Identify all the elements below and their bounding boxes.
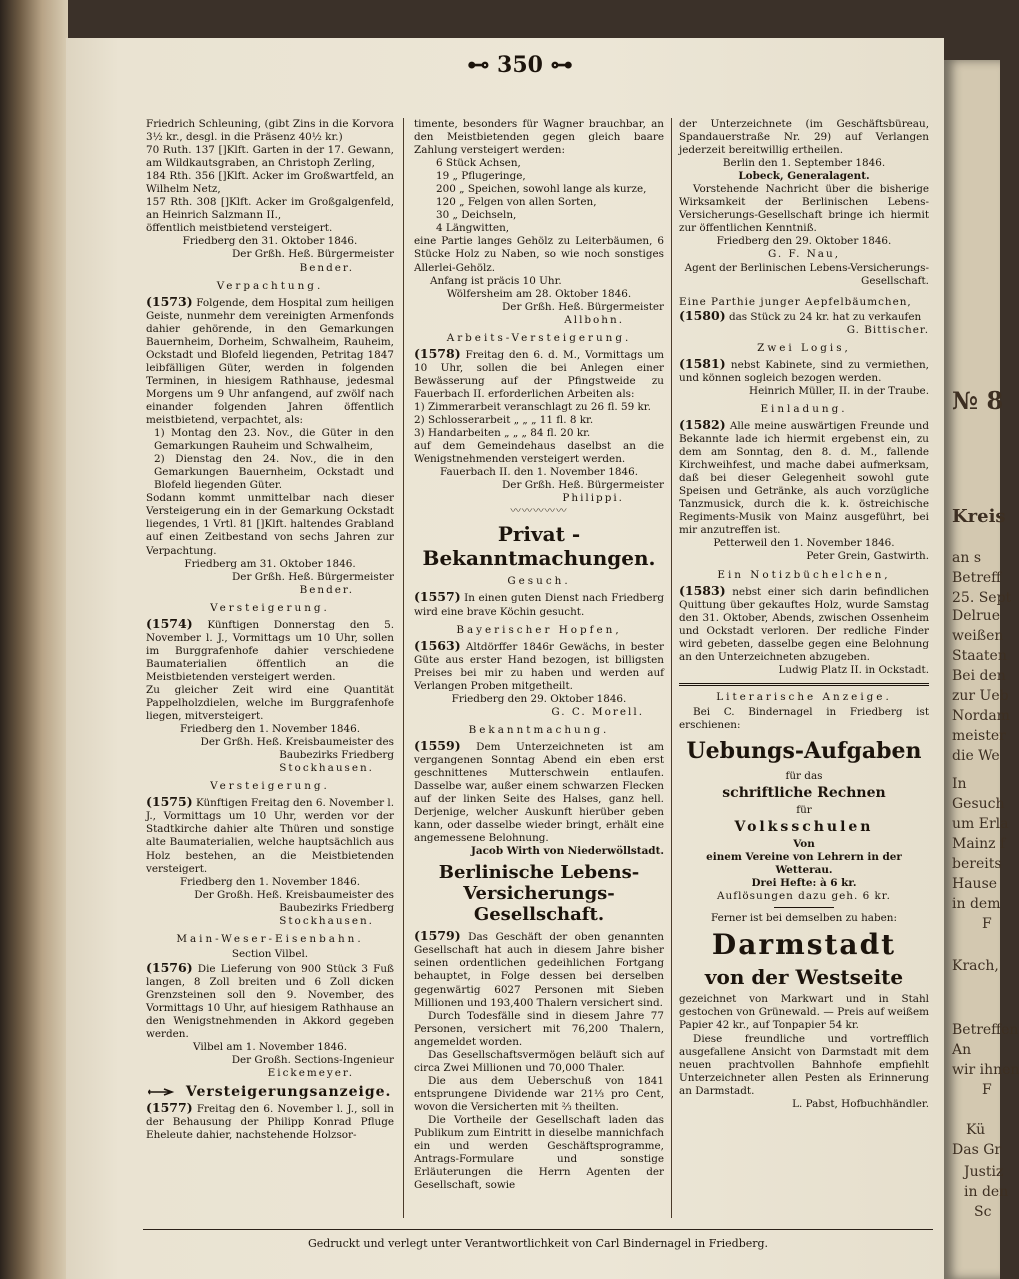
list-item: 6 Stück Achsen,: [436, 157, 521, 170]
ornament-icon: ⊶: [542, 52, 573, 78]
signature-name: Stockhausen.: [279, 762, 374, 775]
notice-body: Alle meine auswärtigen Freunde und Bekannte lade ich hiermit ergebenst ein, zu dem am Sonntag, den 8. d. M., fallende Kirchweihfest, und mache dabei aufmerksam, daß bei dieser Gelegenheit sowohl gute Speisen und Getränke, als auch vorzügliche Tanzmusick, durch die k. k. östreichische Regiments-Musik von Mainz ausgeführt, bei mir anzutreffen ist.: [679, 419, 929, 537]
notice-body: Freitag den 6. November l. J., soll in der Behausung der Philipp Konrad Pfluge Eheleute dahier, nachstehende Holzsor-: [146, 1103, 394, 1142]
notice-number: (1576): [146, 959, 193, 975]
text-line: öffentlich meistbietend versteigert.: [146, 222, 333, 235]
next-page-fragment: Hause: [952, 876, 998, 892]
book-title: Uebungs-Aufgaben: [686, 738, 922, 765]
notice-number: (1573): [146, 293, 193, 309]
next-page-fragment: an s: [952, 550, 981, 566]
private-announcements-heading: Privat - Bekanntmachungen.: [422, 522, 656, 571]
text-line: Ferner ist bei demselben zu haben:: [710, 912, 898, 925]
notice-number: (1559): [414, 737, 461, 753]
date-line: Friedberg den 29. Oktober 1846.: [716, 235, 892, 248]
signature-line: Der Großh. Sections-Ingenieur: [231, 1054, 394, 1067]
date-line: Friedberg am 31. Oktober 1846.: [184, 557, 356, 570]
next-page-fragment: Gesuch: [952, 796, 1005, 812]
section-heading: Main-Weser-Eisenbahn.: [176, 932, 364, 945]
notice-1575: [146, 795, 394, 875]
page-number: [450, 52, 590, 78]
signature-name: Lobeck, Generalagent.: [738, 170, 870, 183]
section-heading: Ein Notizbüchelchen,: [717, 568, 891, 581]
text-line: timente, besonders für Wagner brauchbar, an den Meistbietenden gegen gleich baare Zahlung versteigert werden:: [414, 118, 664, 157]
list-item: 3) Handarbeiten „ „ „ 84 fl. 20 kr.: [414, 427, 591, 440]
signature-line: Der Grßh. Heß. Bürgermeister: [231, 570, 394, 583]
notice-number: (1557): [414, 589, 461, 605]
notice-1573: [146, 295, 394, 427]
section-heading: Verpachtung.: [216, 279, 324, 292]
notice-number: (1575): [146, 794, 193, 810]
text-line: Vorstehende Nachricht über die bisherige Wirksamkeit der Berlinischen Lebens-Versicherungs-Gesellschaft bringe ich hiermit zur öffentlichen Kenntniß.: [679, 183, 929, 235]
date-line: Petterweil den 1. November 1846.: [713, 537, 895, 550]
next-page-fragment: Kü: [966, 1122, 986, 1138]
text-line: auf dem Gemeindehaus daselbst an die Wenigstnehmenden versteigert werden.: [414, 440, 664, 466]
notice-body: Die Lieferung von 900 Stück 3 Fuß langen, 8 Zoll breiten und 6 Zoll dicken Grenzsteinen soll den 9. November, des Vormittags 10 Uhr, auf hiesigem Rathhause an den Wenigstnehmenden in Akkord gegeben werden.: [146, 962, 394, 1041]
notice-number: (1579): [414, 928, 461, 944]
text-line: Zu gleicher Zeit wird eine Quantität Pappelholzdielen, welche im Burggrafenhofe liegen, mitversteigert.: [146, 683, 394, 723]
text-line: 70 Ruth. 137 []Klft. Garten in der 17. Gewann, am Wildkautsgraben, an Christoph Zerling,: [146, 144, 394, 170]
notice-number: (1578): [414, 345, 461, 361]
text-line: 184 Rth. 356 []Klft. Acker im Großwartfeld, an Wilhelm Netz,: [146, 170, 394, 196]
signature-line: Der Grßh. Heß. Bürgermeister: [501, 479, 664, 492]
next-page-fragment: F: [982, 1082, 992, 1098]
book-subtitle: Volksschulen: [734, 819, 874, 836]
book-price: Drei Hefte: à 6 kr.: [751, 877, 857, 890]
next-page-fragment: Mainz f: [952, 836, 1006, 852]
list-item: 1) Montag den 23. Nov., die Güter in den Gemarkungen Rauheim und Schwalheim,: [154, 427, 394, 453]
notice-body: Dem Unterzeichneten ist am vergangenen Sonntag Abend ein eben erst geschnittenes Mutterschwein entlaufen. Dasselbe war, außer einem schwarzen Flecken auf der linken Seite des Halses, ganz hell. Derjenige, welcher Auskunft hierüber geben kann, oder dasselbe wieder bringt, erhält eine angemessene Belohnung.: [414, 740, 664, 845]
text-line: Friedrich Schleuning, (gibt Zins in die Korvora 3½ kr., desgl. in die Präsenz 40½ kr.): [146, 118, 394, 144]
print-title: Darmstadt: [711, 928, 897, 962]
list-item: 4 Längwitten,: [436, 222, 510, 235]
section-heading: Gesuch.: [507, 575, 571, 588]
signature-line: Agent der Berlinischen Lebens-Versicherungs-Gesellschaft.: [684, 261, 929, 287]
notice-body: Künftigen Donnerstag den 5. November l. J., Vormittags um 10 Uhr, sollen im Burggrafenhofe dahier verschiedene Baumaterialien öffentlich an die Meistbietenden versteigert werden.: [146, 618, 394, 683]
text-line: für: [796, 804, 812, 817]
book-subtitle: schriftliche Rechnen: [722, 785, 886, 802]
list-item: 19 „ Pflugeringe,: [436, 170, 526, 183]
signature-line: Der Grßh. Heß. Kreisbaumeister des Baubezirks Friedberg: [200, 736, 394, 762]
notice-number: (1563): [414, 637, 461, 653]
notice-1579: [414, 929, 664, 1009]
next-page-fragment: in den: [964, 1184, 1009, 1200]
next-page-fragment: um Erla: [952, 816, 1009, 832]
date-line: Friedberg den 31. Oktober 1846.: [182, 235, 358, 248]
signature-line: Der Grßh. Heß. Bürgermeister: [501, 300, 664, 313]
next-page-edge: [944, 60, 1019, 1279]
pointing-hand-icon: [146, 1087, 180, 1097]
section-heading: Zwei Logis,: [757, 341, 851, 354]
notice-number: (1583): [679, 582, 726, 598]
next-page-fragment: Betreff: [952, 570, 1002, 586]
next-page-fragment: Justiz: [964, 1164, 1004, 1180]
notice-1581: [679, 357, 929, 385]
ornament-divider-icon: 〰〰〰〰〰: [510, 505, 568, 518]
text-line: für das: [785, 770, 823, 783]
signature-name: Allbohn.: [564, 313, 624, 326]
section-heading: Bayerischer Hopfen,: [456, 623, 622, 636]
next-page-fragment: 25. Sept: [952, 590, 1012, 606]
notice-number: (1582): [679, 416, 726, 432]
sub-heading: Section Vilbel.: [231, 947, 309, 960]
text-line: Die aus dem Ueberschuß von 1841 entsprungene Dividende war 21⅓ pro Cent, wovon die Versicherten mit ⅔ theilten.: [414, 1074, 664, 1113]
notice-body: nebst einer sich darin befindlichen Quittung über gekauftes Holz, wurde Samstag den 31. Oktober, Abends, zwischen Ossenheim und Ockstadt verloren. Der redliche Finder wird gebeten, dasselbe gegen eine Belohnung an den Unterzeichneten abzugeben.: [679, 585, 929, 663]
date-line: Friedberg den 29. Oktober 1846.: [451, 692, 627, 705]
section-heading: Literarische Anzeige.: [716, 690, 892, 703]
list-item: 1) Zimmerarbeit veranschlagt zu 26 fl. 59 kr.: [414, 400, 651, 413]
notice-body: Altdörffer 1846r Gewächs, in bester Güte aus erster Hand bezogen, ist billigsten Preises bei mir zu haben und werden auf Verlangen Proben mitgetheilt.: [414, 640, 664, 692]
section-heading-with-hand: Versteigerungsanzeige.: [146, 1086, 394, 1099]
column-2: [414, 118, 664, 1192]
next-page-fragment: zur Ueb: [952, 688, 1009, 704]
double-rule-divider: [679, 683, 929, 686]
next-page-fragment: In: [952, 776, 967, 792]
notice-1563: [414, 639, 664, 693]
text-line: Das Gesellschaftsvermögen beläuft sich auf circa Zwei Millionen und 70,000 Thaler.: [414, 1048, 664, 1074]
notice-number: (1581): [679, 355, 726, 371]
signature-name: G. C. Morell.: [551, 705, 644, 718]
notice-1583: [679, 584, 929, 664]
signature-line: Der Großh. Heß. Kreisbaumeister des Baubezirks Friedberg: [194, 888, 394, 914]
notice-body: das Stück zu 24 kr. hat zu verkaufen: [728, 310, 922, 323]
date-line: Berlin den 1. September 1846.: [722, 157, 886, 170]
text-line: Diese freundliche und vortrefflich ausgefallene Ansicht von Darmstadt mit dem neuen prachtvollen Bahnhofe empfiehlt Unterzeichneter allen Pesten als Erinnerung an Darmstadt.: [679, 1032, 929, 1097]
next-page-fragment: F: [982, 916, 992, 932]
list-item: 200 „ Speichen, sowohl lange als kurze,: [436, 183, 647, 196]
date-line: Fauerbach II. den 1. November 1846.: [439, 466, 639, 479]
next-page-fragment: Kreis: [952, 506, 1006, 527]
column-1: [146, 118, 394, 1143]
section-heading: Arbeits-Versteigerung.: [446, 331, 632, 344]
signature-name: Jacob Wirth von Niederwöllstadt.: [470, 845, 664, 858]
footer-rule: [143, 1229, 933, 1230]
notice-1574: [146, 617, 394, 684]
date-line: Wölfersheim am 28. Oktober 1846.: [446, 287, 632, 300]
notice-body: In einen guten Dienst nach Friedberg wird eine brave Köchin gesucht.: [414, 592, 664, 618]
next-page-fragment: An: [952, 1042, 972, 1058]
list-item: 2) Schlosserarbeit „ „ „ 11 fl. 8 kr.: [414, 414, 594, 427]
signature-name: G. Bittischer.: [846, 323, 929, 336]
book-price: Auflösungen dazu geh. 6 kr.: [717, 890, 891, 903]
column-3: [679, 118, 929, 1111]
text-line: Bei C. Bindernagel in Friedberg ist erschienen:: [679, 705, 929, 731]
date-line: Friedberg den 1. November 1846.: [179, 875, 361, 888]
text-line: 157 Rth. 308 []Klft. Acker im Großgalgenfeld, an Heinrich Salzmann II.,: [146, 196, 394, 222]
notice-1582: [679, 418, 929, 537]
next-page-fragment: Delrue: [952, 608, 1000, 624]
text-line: der Unterzeichnete (im Geschäftsbüreau, Spandauerstraße Nr. 29) auf Verlangen jederzeit bereitwillig ertheilen.: [679, 118, 929, 157]
column-divider: [671, 118, 672, 1218]
notice-body: nebst Kabinete, sind zu vermiethen, und können sogleich bezogen werden.: [679, 358, 929, 384]
next-page-fragment: № 8: [952, 386, 1004, 415]
text-line: Die Vortheile der Gesellschaft laden das Publikum zum Eintritt in dieselbe mannichfach ein und werden Geschäftsprogramme, Antrags-Formulare und sonstige Erläuterungen die Herrn Agenten der Gesellschaft, sowie: [414, 1114, 664, 1192]
notice-1576: [146, 961, 394, 1041]
list-item: 120 „ Felgen von allen Sorten,: [436, 196, 597, 209]
text-line: Von: [793, 838, 815, 851]
notice-number: (1577): [146, 1100, 193, 1116]
notice-1557: [414, 590, 664, 618]
notice-body: Freitag den 6. d. M., Vormittags um 10 Uhr, sollen die bei Anlegen einer Bewässerung auf der Pfingstweide zu Fauerbach II. erforderlichen Arbeiten als:: [414, 348, 664, 400]
section-heading: Versteigerung.: [210, 780, 330, 793]
next-page-fragment: die We: [952, 748, 1000, 764]
page-number-text: 350: [497, 52, 543, 78]
next-page-fragment: meister: [952, 728, 1006, 744]
next-page-fragment: wir ihnen: [952, 1062, 1019, 1078]
signature-name: G. F. Nau,: [767, 248, 840, 261]
next-page-fragment: Krach,: [952, 958, 999, 974]
text-line: Anfang ist präcis 10 Uhr.: [430, 274, 562, 287]
book-spine-edge: [0, 0, 68, 1279]
notice-body: Folgende, dem Hospital zum heiligen Geiste, nunmehr dem vereinigten Armenfonds dahier gehörende, in den Gemarkungen Bauernheim, Dorheim, Schwalheim, Rauheim, Ockstadt und Blofeld liegenden, Petritag 1847 leibfälligen Güter, werden in folgenden Terminen, in hiesigem Rathhause, jedesmal Morgens um 9 Uhr anfangend, auf zwölf nach einander folgenden Jahren öffentlich meistbietend, verpachtet, als:: [146, 296, 394, 427]
text-line: Sodann kommt unmittelbar nach dieser Versteigerung ein in der Gemarkung Ockstadt liegendes, 1 Vrtl. 81 []Klft. haltendes Grabland auf einen Zeitbestand von sechs Jahren zur Verpachtung.: [146, 492, 394, 557]
notice-body: Das Geschäft der oben genannten Gesellschaft hat auch in diesem Jahre bisher seinen ordentlichen gedeihlichen Fortgang behauptet, in Folge dessen bei derselben gegenwärtig 6027 Personen mit Sieben Millionen und 193,400 Thalern versichert sind.: [414, 931, 664, 1009]
notice-number: (1580): [679, 307, 726, 323]
signature-name: Bender.: [299, 261, 354, 274]
section-heading: Einladung.: [760, 402, 848, 415]
date-line: Friedberg den 1. November 1846.: [179, 723, 361, 736]
book-author: einem Vereine von Lehrern in der Wetterau.: [706, 851, 902, 877]
notice-body: Künftigen Freitag den 6. November l. J., Vormittags um 10 Uhr, werden vor der Stadtkirche dahier alte Thüren und sonstige alte Baumaterialien, welche hauptsächlich aus Holz bestehen, an die Meistbietenden versteigert.: [146, 797, 394, 875]
list-item: 2) Dienstag den 24. Nov., die in den Gemarkungen Bauernheim, Ockstadt und Blofeld liegenden Güter.: [154, 453, 394, 492]
next-page-fragment: Betreffen: [952, 1022, 1019, 1038]
notice-1578: [414, 347, 664, 401]
text-line: eine Partie langes Gehölz zu Leiterbäumen, 6 Stücke Holz zu Naben, so wie noch sonstiges Allerlei-Gehölz.: [414, 235, 664, 274]
notice-1559: [414, 739, 664, 845]
next-page-fragment: Bei den: [952, 668, 1006, 684]
signature-line: Der Grßh. Heß. Bürgermeister: [231, 248, 394, 261]
notice-1580: [679, 309, 929, 324]
notice-1577: [146, 1101, 394, 1142]
ornament-icon: ⊷: [467, 52, 498, 78]
short-divider: [774, 907, 834, 908]
text-line: gezeichnet von Markwart und in Stahl gestochen von Grünewald. — Preis auf weißem Papier 42 kr., auf Tonpapier 54 kr.: [679, 993, 929, 1032]
print-subtitle: von der Westseite: [704, 965, 904, 990]
next-page-fragment: Staaten: [952, 648, 1007, 664]
list-item: 30 „ Deichseln,: [436, 209, 517, 222]
next-page-fragment: Das Gr: [952, 1142, 1002, 1158]
signature-name: Ludwig Platz II. in Ockstadt.: [778, 663, 929, 676]
notice-number: (1574): [146, 615, 193, 631]
next-page-fragment: bereits: [952, 856, 1002, 872]
next-page-fragment: weißen: [952, 628, 1004, 644]
next-page-fragment: Nordam: [952, 708, 1010, 724]
signature-name: Stockhausen.: [279, 914, 374, 927]
signature-name: L. Pabst, Hofbuchhändler.: [792, 1097, 929, 1110]
section-heading: Versteigerung.: [210, 601, 330, 614]
signature-name: Eickemeyer.: [267, 1067, 354, 1080]
signature-name: Peter Grein, Gastwirth.: [806, 550, 929, 563]
signature-name: Bender.: [299, 583, 354, 596]
section-heading: Bekanntmachung.: [468, 723, 610, 736]
next-page-fragment: Sc: [974, 1204, 992, 1220]
signature-name: Philippi.: [562, 492, 624, 505]
date-line: Vilbel am 1. November 1846.: [193, 1041, 347, 1054]
insurance-heading: Berlinische Lebens-Versicherungs-Gesellschaft.: [438, 862, 640, 926]
next-page-fragment: in dem: [952, 896, 1001, 912]
section-heading: Eine Parthie junger Aepfelbäumchen,: [679, 295, 912, 308]
signature-name: Heinrich Müller, II. in der Traube.: [749, 384, 929, 397]
column-divider: [403, 118, 404, 1218]
text-line: Durch Todesfälle sind in diesem Jahre 77 Personen, versichert mit 76,200 Thalern, angemeldet worden.: [414, 1009, 664, 1048]
footer-imprint: Gedruckt und verlegt unter Verantwortlichkeit von Carl Bindernagel in Friedberg.: [307, 1237, 769, 1250]
